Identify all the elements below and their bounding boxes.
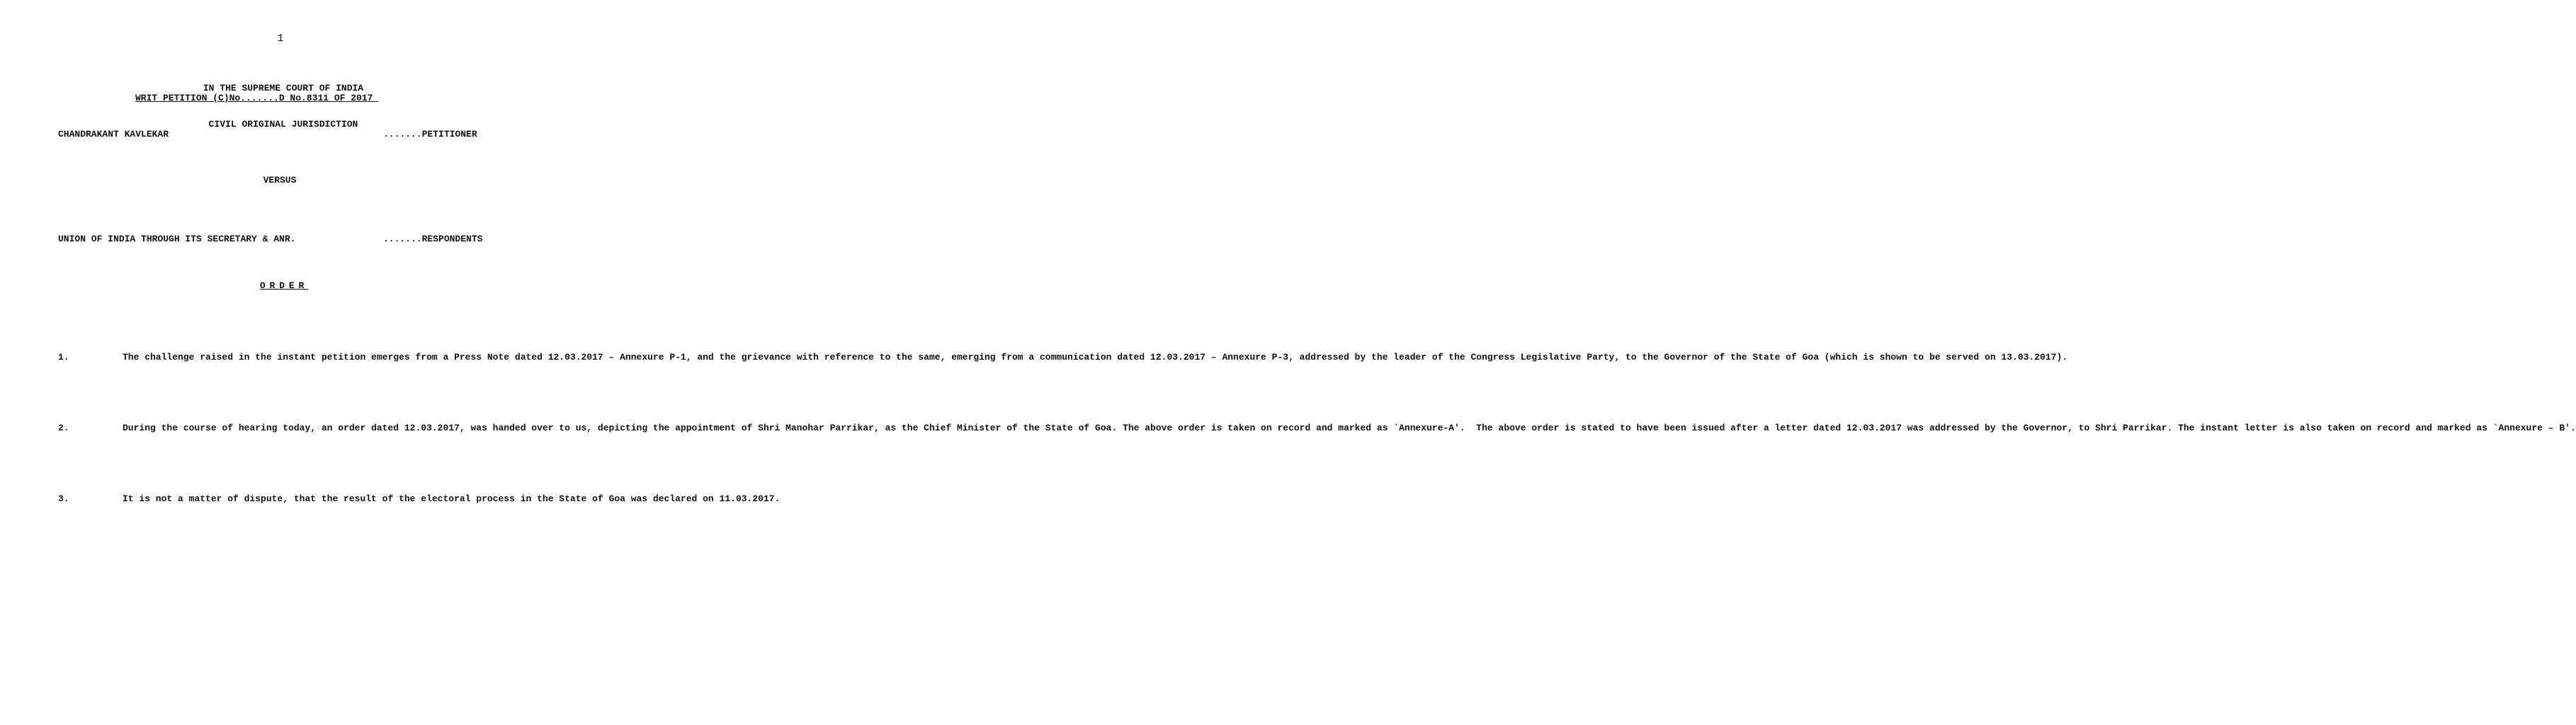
petitioner-label: .......PETITIONER [383,129,477,139]
order-body [58,299,2576,557]
page-number: 1 [277,33,284,45]
court-name: IN THE SUPREME COURT OF INDIA [203,83,364,93]
respondent-label: .......RESPONDENTS [383,234,483,244]
jurisdiction: CIVIL ORIGINAL JURISDICTION [208,119,358,130]
paragraph-number: 2. [58,423,69,434]
paragraph-number: 1. [58,352,69,363]
petitioner-name: CHANDRAKANT KAVLEKAR [58,129,169,139]
order-heading: ORDER [259,280,309,291]
court-header [0,58,567,154]
paragraph-text: During the course of hearing today, an order dated 12.03.2017, was handed over to us, depicting the appointment of Shri Manohar Parrikar, as the Chief Minister of the State of Goa. The above order is taken on record and marked as `Annexure-A'. The above order is stated to have been issued after a letter dated 12.03.2017 was addressed by the Governor, to Shri Parrikar. The instant letter is also taken on record and marked as `Annexure – B'. [123,423,2576,434]
respondent-name: UNION OF INDIA THROUGH ITS SECRETARY & ANR. [58,234,296,244]
paragraph-1 [58,346,2068,369]
paragraph-text: The challenge raised in the instant petition emerges from a Press Note dated 12.03.2017 – Annexure P-1, and the grievance with reference to the same, emerging from a communication dated 12.03.2017 – Annexure P-3, addressed by the leader of the Congress Legislative Party, to the Governor of the State of Goa (which is shown to be served on 13.03.2017). [123,352,2068,363]
paragraph-number: 3. [58,493,69,504]
paragraph-3 [58,487,781,510]
paragraph-2 [58,416,2576,440]
paragraph-text: It is not a matter of dispute, that the result of the electoral process in the State of Goa was declared on 11.03.2017. [123,493,781,504]
writ-petition-title: WRIT PETITION (C)No.......D No.8311 OF 2017 [135,93,379,103]
versus-label: VERSUS [263,175,297,185]
